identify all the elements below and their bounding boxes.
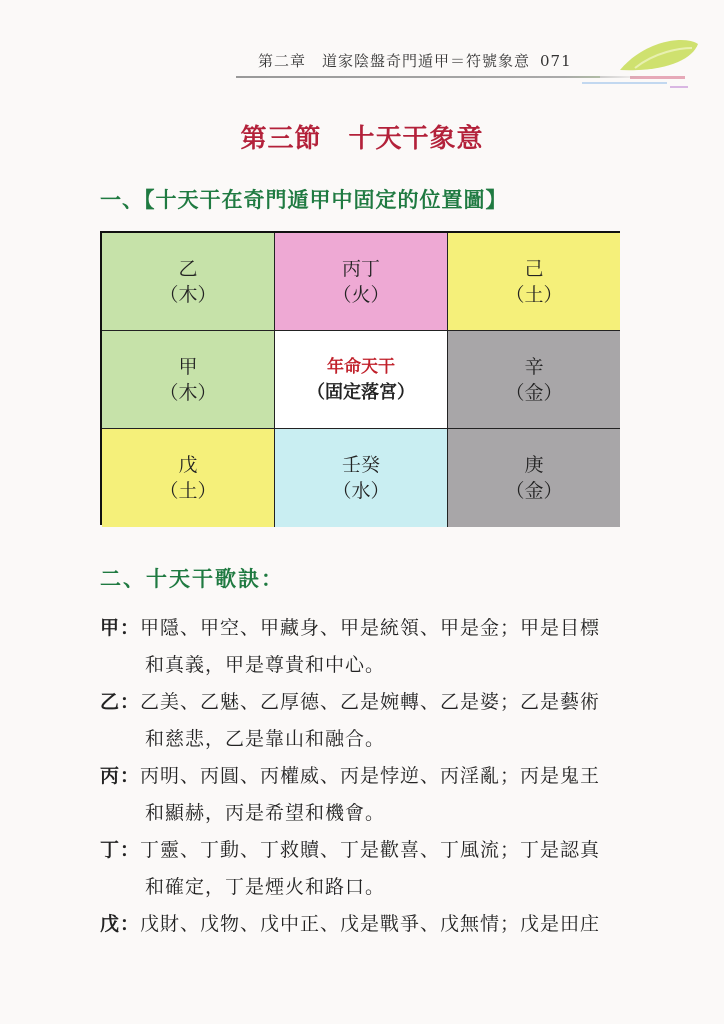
verse-yi <box>100 684 630 758</box>
verse-line: 丁靈、丁動、丁救贖、丁是歡喜、丁風流；丁是認真 <box>140 839 601 861</box>
verse-line-cont: 和慈悲，乙是靠山和融合。 <box>145 728 386 750</box>
verse-key: 丙： <box>100 765 141 787</box>
verse-line: 甲隱、甲空、甲藏身、甲是統領、甲是金；甲是目標 <box>140 617 601 639</box>
verse-jia <box>100 610 630 684</box>
running-header <box>258 50 572 71</box>
grid-cell-xin <box>448 331 620 429</box>
cell-element: （土） <box>159 480 217 502</box>
grid-cell-wu <box>102 429 275 527</box>
cell-element: （土） <box>505 283 563 306</box>
part1-heading: 一、【十天干在奇門遁甲中固定的位置圖】 <box>100 187 508 212</box>
cell-element: （木） <box>159 381 217 404</box>
stem-position-grid <box>100 231 620 525</box>
cell-element: （金） <box>505 381 563 404</box>
cell-center-title: 年命天干 <box>327 356 395 377</box>
cell-stem: 乙 <box>178 257 198 280</box>
cell-element: （火） <box>332 283 390 306</box>
cell-stem: 己 <box>524 257 544 280</box>
section-title: 第三節 十天干象意 <box>240 124 484 154</box>
grid-cell-yi <box>102 233 275 331</box>
verse-bing <box>100 758 630 832</box>
verse-line-cont: 和確定，丁是煙火和路口。 <box>145 876 386 898</box>
grid-cell-geng <box>448 429 620 527</box>
cell-stem: 戊 <box>178 454 198 476</box>
chapter-title: 第二章 道家陰盤奇門遁甲＝符號象意 <box>258 52 531 70</box>
verse-line-cont: 和真義，甲是尊貴和中心。 <box>145 654 386 676</box>
cell-stem: 壬癸 <box>341 454 380 476</box>
verse-key: 戊： <box>100 913 141 935</box>
grid-cell-ji <box>448 233 620 331</box>
verse-line: 乙美、乙魅、乙厚德、乙是婉轉、乙是婆；乙是藝術 <box>140 691 601 713</box>
cell-stem: 丙丁 <box>341 257 380 280</box>
grid-cell-jia <box>102 331 275 429</box>
verse-line: 戊財、戊物、戊中正、戊是戰爭、戊無情；戊是田庄 <box>140 913 601 935</box>
verse-line-cont: 和顯赫，丙是希望和機會。 <box>145 802 386 824</box>
cell-center-note: （固定落宮） <box>307 381 415 403</box>
cell-stem: 庚 <box>524 454 544 476</box>
grid-cell-center <box>275 331 448 429</box>
verse-line: 丙明、丙圓、丙權威、丙是悖逆、丙淫亂；丙是鬼王 <box>140 765 601 787</box>
cell-stem: 辛 <box>524 355 544 378</box>
cell-stem: 甲 <box>178 355 198 378</box>
cell-element: （木） <box>159 283 217 306</box>
verse-key: 丁： <box>100 839 141 861</box>
verse-ding <box>100 832 630 906</box>
part2-heading: 二、十天干歌訣： <box>100 566 284 591</box>
cell-element: （金） <box>505 480 563 502</box>
grid-cell-bing-ding <box>275 233 448 331</box>
grid-cell-ren-gui <box>275 429 448 527</box>
page-number: 071 <box>540 52 572 70</box>
verse-key: 乙： <box>100 691 141 713</box>
verse-wu <box>100 906 630 943</box>
page-header <box>0 0 724 110</box>
header-divider <box>236 76 646 78</box>
cell-element: （水） <box>332 480 390 502</box>
verse-key: 甲： <box>100 617 141 639</box>
